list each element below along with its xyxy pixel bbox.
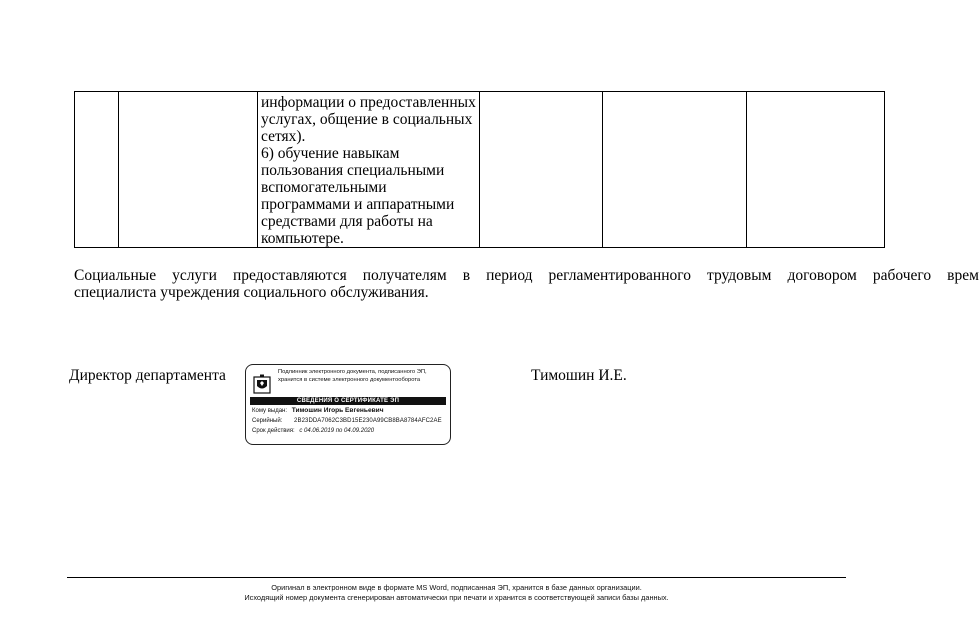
cell-description-text [258, 92, 479, 247]
cell-text-line: компьютере. [261, 230, 344, 247]
cell-text-line: программами и аппаратными [261, 196, 455, 213]
cell-text-line: информации о предоставленных [261, 94, 476, 111]
cell-text-line: средствами для работы на [261, 213, 433, 230]
cell-text-line: вспомогательными [261, 179, 387, 196]
electronic-signature-stamp [245, 364, 451, 445]
body-paragraph [74, 267, 979, 301]
stamp-certificate-bar: СВЕДЕНИЯ О СЕРТИФИКАТЕ ЭП [250, 397, 446, 405]
stamp-header [278, 368, 446, 384]
cell-text-line: сетях). [261, 128, 306, 145]
cell-text-line: пользования специальными [261, 162, 445, 179]
paragraph-line-1 [74, 267, 979, 284]
stamp-header-line-1: Подлинник электронного документа, подписанного ЭП, [278, 369, 427, 375]
stamp-header-line-2: хранится в системе электронного документооборота [278, 377, 421, 383]
signatory-name: Тимошин И.Е. [531, 367, 627, 384]
table-cell-service [119, 92, 258, 248]
stamp-validity-row [252, 427, 374, 435]
paragraph-word: предоставляются [232, 267, 347, 284]
paragraph-word: регламентированного [548, 267, 691, 284]
serial-value: 2B23DDA7062C3BD15E230A99CB8BA8784AFC2AE [294, 418, 442, 424]
paragraph-word: Социальные [74, 267, 157, 284]
serial-label: Серийный: [252, 418, 283, 424]
signatory-title: Директор департамента [69, 367, 226, 384]
table-cell-empty-4 [479, 92, 602, 248]
table-cell-empty-5 [602, 92, 746, 248]
cell-text-line: 6) обучение навыкам [261, 145, 400, 162]
paragraph-word: период [486, 267, 533, 284]
footer-note [67, 583, 846, 603]
paragraph-word: рабочего [872, 267, 932, 284]
footer-line-1: Оригинал в электронном виде в формате MS Word, подписанная ЭП, хранится в базе данных организации. [271, 583, 642, 592]
table-cell-number [75, 92, 119, 248]
paragraph-word: услуги [172, 267, 217, 284]
paragraph-line-2: специалиста учреждения социального обслуживания. [74, 284, 429, 301]
services-table-fragment [74, 91, 885, 248]
paragraph-word: в [462, 267, 471, 284]
issued-to-label: Кому выдан: [252, 408, 288, 414]
paragraph-word: получателям [362, 267, 447, 284]
validity-value: с 04.06.2019 по 04.09.2020 [299, 428, 375, 434]
issued-to-value: Тимошин Игорь Евгеньевич [291, 407, 384, 414]
stamp-issued-to-row [252, 407, 384, 415]
paragraph-word: врем [947, 267, 979, 284]
footer-line-2: Исходящий номер документа сгенерирован автоматически при печати и хранится в соответствующей записи базы данных. [244, 593, 669, 602]
cell-text-line: услугах, общение в социальных [261, 111, 473, 128]
coat-of-arms-icon [253, 374, 271, 394]
table-cell-description [258, 92, 480, 248]
paragraph-word: трудовым [707, 267, 772, 284]
table-row [75, 92, 885, 248]
stamp-serial-row [252, 417, 442, 425]
footer-divider [67, 577, 846, 578]
table-cell-empty-6 [746, 92, 884, 248]
validity-label: Срок действия: [252, 428, 295, 434]
paragraph-word: договором [787, 267, 857, 284]
